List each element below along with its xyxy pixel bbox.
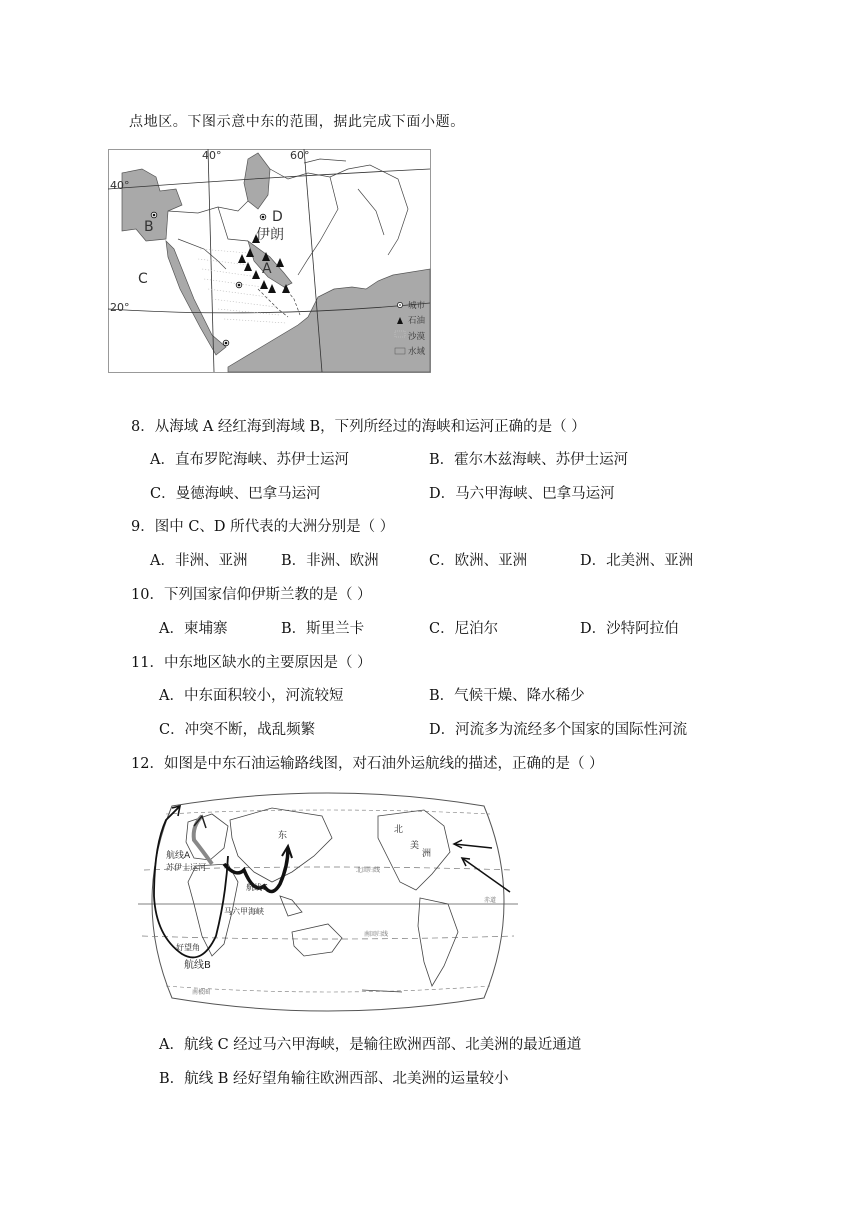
- label-tropic-s: 南回归线: [364, 931, 389, 938]
- label-route-c: 航线C: [246, 883, 268, 892]
- region-letter-a: A: [262, 261, 272, 277]
- q9-option-a: A．非洲、亚洲: [150, 553, 248, 569]
- region-letter-b: B: [144, 219, 154, 235]
- q11-option-c: C．冲突不断，战乱频繁: [159, 722, 316, 738]
- region-letter-c: C: [138, 271, 148, 287]
- lat-label-40: 40°: [110, 179, 130, 192]
- q8-option-b: B．霍尔木兹海峡、苏伊士运河: [429, 452, 629, 468]
- lon-label-40: 40°: [202, 149, 222, 162]
- country-label-iran: 伊朗: [256, 227, 284, 243]
- label-east: 东: [278, 831, 288, 841]
- question-9-stem: 9．图中 C、D 所代表的大洲分别是（ ）: [131, 519, 395, 535]
- question-8-stem: 8．从海域 A 经红海到海域 B，下列所经过的海峡和运河正确的是（ ）: [131, 419, 586, 435]
- intro-text: 点地区。下图示意中东的范围，据此完成下面小题。: [129, 114, 465, 130]
- middle-east-map: [108, 149, 431, 373]
- q8-option-c: C．曼德海峡、巴拿马运河: [150, 486, 321, 502]
- label-antarctic: 南极圈: [192, 989, 211, 996]
- q9-option-c: C．欧洲、亚洲: [429, 553, 528, 569]
- lon-label-60: 60°: [290, 149, 310, 162]
- label-cape: 好望角: [176, 943, 200, 952]
- q10-option-b: B．斯里兰卡: [281, 621, 365, 637]
- lat-label-20: 20°: [110, 301, 130, 314]
- q10-option-a: A．柬埔寨: [159, 621, 228, 637]
- legend-water: 水域: [408, 347, 426, 357]
- q10-option-d: D．沙特阿拉伯: [580, 621, 679, 637]
- legend-desert: 沙漠: [408, 332, 426, 342]
- label-na-1: 北: [394, 825, 404, 835]
- label-tropic-n: 北回归线: [356, 867, 381, 874]
- q8-option-d: D．马六甲海峡、巴拿马运河: [429, 486, 615, 502]
- legend-oil: 石油: [408, 316, 426, 326]
- question-10-stem: 10．下列国家信仰伊斯兰教的是（ ）: [131, 587, 372, 603]
- q12-option-a: A．航线 C 经过马六甲海峡，是输往欧洲西部、北美洲的最近通道: [159, 1037, 582, 1053]
- label-na-3: 洲: [422, 849, 432, 859]
- question-11-stem: 11．中东地区缺水的主要原因是（ ）: [131, 655, 372, 671]
- legend-city: 城市: [408, 301, 426, 311]
- label-route-b: 航线B: [184, 960, 211, 971]
- q10-option-c: C．尼泊尔: [429, 621, 499, 637]
- q12-option-b: B．航线 B 经好望角输往欧洲西部、北美洲的运量较小: [159, 1071, 509, 1087]
- oil-route-map: [132, 786, 524, 1018]
- label-equator: 赤道: [484, 897, 497, 904]
- q11-option-d: D．河流多为流经多个国家的国际性河流: [429, 722, 688, 738]
- q11-option-a: A．中东面积较小，河流较短: [159, 688, 344, 704]
- region-letter-d: D: [272, 209, 283, 225]
- q9-option-d: D．北美洲、亚洲: [580, 553, 694, 569]
- label-malacca: 马六甲海峡: [224, 907, 264, 916]
- label-route-a: 航线A: [166, 851, 191, 861]
- question-12-stem: 12．如图是中东石油运输路线图，对石油外运航线的描述，正确的是（ ）: [131, 756, 604, 772]
- q11-option-b: B．气候干燥、降水稀少: [429, 688, 585, 704]
- label-na-2: 美: [410, 841, 420, 851]
- q8-option-a: A．直布罗陀海峡、苏伊士运河: [150, 452, 349, 468]
- q9-option-b: B．非洲、欧洲: [281, 553, 379, 569]
- label-suez: 苏伊士运河: [166, 863, 206, 872]
